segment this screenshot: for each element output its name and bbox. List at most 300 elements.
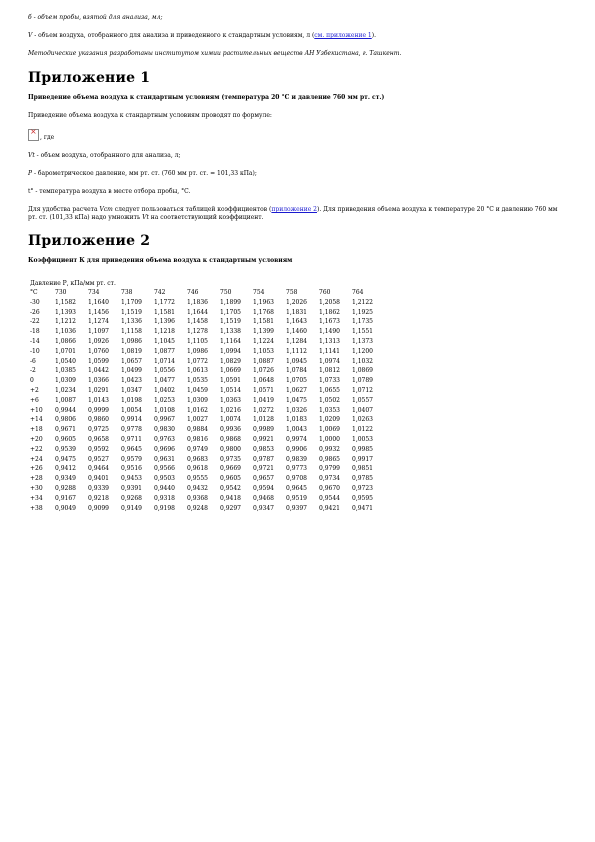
note-part-d: на соответствующий коэффициент.: [148, 214, 264, 221]
coefficient-cell: 0,9799: [319, 465, 340, 473]
coefficient-cell: 0,9723: [352, 484, 373, 492]
coefficient-cell: 0,9268: [121, 494, 142, 502]
coefficient-cell: 1,0087: [55, 396, 76, 404]
coefficient-cell: 0,9631: [154, 455, 175, 463]
coefficient-cell: 0,9657: [253, 475, 274, 483]
coefficient-cell: 1,0772: [187, 357, 208, 365]
coefficient-cell: 1,0309: [187, 396, 208, 404]
coefficient-cell: 0,9149: [121, 504, 142, 512]
formula-intro: Приведение объема воздуха к стандартным условиям проводят по формуле:: [28, 112, 272, 119]
coefficient-cell: 1,1519: [220, 318, 241, 326]
coefficient-cell: 1,1551: [352, 328, 373, 336]
coefficient-cell: 0,9906: [286, 445, 307, 453]
header-pressure: 730: [55, 289, 67, 296]
coefficient-cell: 1,1278: [187, 328, 208, 336]
coefficient-cell: 0,9914: [121, 416, 142, 424]
coefficient-cell: 1,0074: [220, 416, 241, 424]
coefficient-cell: 1,1581: [253, 318, 274, 326]
coefficient-cell: 1,1644: [187, 308, 208, 316]
row-temperature: -10: [30, 347, 40, 355]
coefficient-cell: 1,1456: [88, 308, 109, 316]
table-row: [30, 494, 385, 504]
coefficient-cell: 0,9999: [88, 406, 109, 414]
coefficient-cell: 0,9853: [253, 445, 274, 453]
note-vt-symbol: Vt: [142, 214, 149, 221]
coefficient-cell: 0,9725: [88, 426, 109, 434]
coefficient-cell: 0,9839: [286, 455, 307, 463]
coefficient-cell: 0,9471: [352, 504, 373, 512]
row-temperature: -30: [30, 298, 40, 306]
header-pressure: 764: [352, 289, 364, 296]
coefficient-cell: 1,1709: [121, 298, 142, 306]
coefficient-cell: 0,9696: [154, 445, 175, 453]
table-row: [30, 376, 385, 386]
coefficient-cell: 0,9658: [88, 435, 109, 443]
coefficient-cell: 0,9816: [187, 435, 208, 443]
coefficient-cell: 1,0347: [121, 386, 142, 394]
coefficient-cell: 1,1831: [286, 308, 307, 316]
vt-symbol: Vt: [28, 152, 35, 159]
coefficient-cell: 0,9865: [319, 455, 340, 463]
intro-v-symbol: V: [28, 32, 33, 39]
coefficient-cell: 0,9708: [286, 475, 307, 483]
coefficient-cell: 0,9800: [220, 445, 241, 453]
coefficient-cell: 1,1460: [286, 328, 307, 336]
table-row: [30, 415, 385, 425]
table-row: [30, 308, 385, 318]
coefficient-cell: 0,9167: [55, 494, 76, 502]
coefficient-cell: 0,9516: [121, 465, 142, 473]
coefficient-cell: 1,0419: [253, 396, 274, 404]
table-row: [30, 337, 385, 347]
coefficient-cell: 1,0986: [187, 347, 208, 355]
coefficient-cell: 1,0128: [253, 416, 274, 424]
coefficient-cell: 1,0655: [319, 386, 340, 394]
table-row: [30, 425, 385, 435]
coefficient-cell: 1,0209: [319, 416, 340, 424]
coefficient-cell: 1,0309: [55, 377, 76, 385]
note-part-b: следует пользоваться таблицей коэффициентов (: [112, 206, 272, 213]
row-temperature: -2: [30, 367, 36, 375]
coefficient-cell: 1,0198: [121, 396, 142, 404]
coefficient-cell: 1,1141: [319, 347, 340, 355]
coefficient-cell: 0,9974: [286, 435, 307, 443]
coefficient-cell: 0,9391: [121, 484, 142, 492]
coefficient-cell: 0,9542: [220, 484, 241, 492]
coefficient-cell: 0,9432: [187, 484, 208, 492]
coefficient-cell: 0,9288: [55, 484, 76, 492]
coefficient-cell: 1,1643: [286, 318, 307, 326]
coefficient-cell: 1,0216: [220, 406, 241, 414]
coefficient-cell: 0,9453: [121, 475, 142, 483]
coefficient-cell: 0,9749: [187, 445, 208, 453]
appendix-1-heading: Приложение 1: [28, 70, 151, 86]
coefficient-cell: 1,0514: [220, 386, 241, 394]
broken-image-icon: [28, 129, 39, 141]
coefficient-cell: 0,9248: [187, 504, 208, 512]
coefficient-cell: 0,9868: [220, 435, 241, 443]
coefficient-cell: 0,9985: [352, 445, 373, 453]
coefficient-cell: 1,0272: [253, 406, 274, 414]
coefficient-cell: 1,1032: [352, 357, 373, 365]
appendix-2-subtitle-text: Коэффициент К для приведения объема воздуха к стандартным условиям: [28, 257, 293, 264]
appendix-1-subtitle: [28, 94, 568, 102]
table-row: [30, 298, 385, 308]
coefficient-cell: 1,0477: [154, 377, 175, 385]
coefficient-cell: 1,1045: [154, 337, 175, 345]
coefficient-cell: 0,9440: [154, 484, 175, 492]
coefficient-cell: 1,1336: [121, 318, 142, 326]
coefficient-cell: 1,0499: [121, 367, 142, 375]
coefficient-cell: 0,9401: [88, 475, 109, 483]
coefficient-cell: 1,0613: [187, 367, 208, 375]
coefficient-cell: 0,9785: [352, 475, 373, 483]
coefficient-cell: 0,9049: [55, 504, 76, 512]
vt-text: - объем воздуха, отобранного для анализа, л;: [34, 152, 181, 159]
coefficient-cell: 1,0540: [55, 357, 76, 365]
coefficient-cell: 1,0926: [88, 337, 109, 345]
table-row: [30, 484, 385, 494]
coefficient-cell: 0,9566: [154, 465, 175, 473]
coefficient-cell: 1,0108: [154, 406, 175, 414]
coefficient-cell: 0,9860: [88, 416, 109, 424]
coefficient-cell: 1,0669: [220, 367, 241, 375]
intro-line-b: [28, 14, 568, 22]
row-temperature: -22: [30, 318, 40, 326]
row-temperature: 0: [30, 377, 34, 385]
intro-line-v: [28, 32, 568, 40]
row-temperature: -18: [30, 328, 40, 336]
coefficient-cell: 0,9418: [220, 494, 241, 502]
coefficient-cell: 1,0557: [352, 396, 373, 404]
coefficient-cell: 1,1640: [88, 298, 109, 306]
coefficient-cell: 0,9778: [121, 426, 142, 434]
coefficient-cell: 1,0714: [154, 357, 175, 365]
coefficient-cell: 1,0986: [121, 337, 142, 345]
coefficient-cell: 1,0556: [154, 367, 175, 375]
table-row: [30, 317, 385, 327]
coefficient-cell: 0,9721: [253, 465, 274, 473]
header-pressure: 750: [220, 289, 232, 296]
coefficient-cell: 0,9645: [121, 445, 142, 453]
coefficient-cell: 1,0571: [253, 386, 274, 394]
coefficient-cell: 1,0069: [319, 426, 340, 434]
coefficient-cell: 0,9605: [220, 475, 241, 483]
coefficient-cell: 1,1582: [55, 298, 76, 306]
coefficient-cell: 0,9884: [187, 426, 208, 434]
coefficient-cell: 0,9671: [55, 426, 76, 434]
row-temperature: +6: [30, 396, 39, 404]
table-row: [30, 327, 385, 337]
coefficient-cell: 0,9932: [319, 445, 340, 453]
row-temperature: +28: [30, 475, 43, 483]
row-temperature: -6: [30, 357, 36, 365]
coefficient-cell: 1,0234: [55, 386, 76, 394]
t-definition: t° - температура воздуха в месте отбора пробы, °С.: [28, 188, 191, 195]
coefficient-cell: 1,0535: [187, 377, 208, 385]
coefficient-cell: 1,0789: [352, 377, 373, 385]
coefficient-cell: 1,0054: [121, 406, 142, 414]
coefficient-cell: 1,1393: [55, 308, 76, 316]
coefficient-cell: 1,1284: [286, 337, 307, 345]
row-temperature: -26: [30, 308, 40, 316]
table-row: [30, 504, 385, 514]
appendix-2-heading: Приложение 2: [28, 233, 151, 249]
coefficient-cell: 1,0869: [352, 367, 373, 375]
coefficient-cell: 1,0162: [187, 406, 208, 414]
coefficient-cell: 1,1212: [55, 318, 76, 326]
coefficient-cell: 0,9967: [154, 416, 175, 424]
table-row: [30, 386, 385, 396]
coefficient-cell: 1,0648: [253, 377, 274, 385]
coefficient-cell: 0,9806: [55, 416, 76, 424]
coefficient-cell: 1,0974: [319, 357, 340, 365]
coefficient-cell: 0,9198: [154, 504, 175, 512]
table-row: [30, 366, 385, 376]
coefficient-cell: 1,0027: [187, 416, 208, 424]
coefficient-cell: 0,9579: [121, 455, 142, 463]
table-header-row: [30, 288, 385, 298]
coefficient-cell: 1,1673: [319, 318, 340, 326]
coefficient-cell: 0,9503: [154, 475, 175, 483]
coefficient-cell: 1,1768: [253, 308, 274, 316]
coefficient-cell: 1,1396: [154, 318, 175, 326]
header-pressure: 746: [187, 289, 199, 296]
coefficient-cell: 0,9527: [88, 455, 109, 463]
header-temperature: °С: [30, 289, 38, 296]
coefficient-cell: 0,9421: [319, 504, 340, 512]
coefficient-cell: 1,2026: [286, 298, 307, 306]
calculation-note: [28, 206, 568, 222]
coefficient-cell: 1,1200: [352, 347, 373, 355]
row-temperature: +24: [30, 455, 43, 463]
header-pressure: 734: [88, 289, 100, 296]
coefficient-cell: 0,9830: [154, 426, 175, 434]
coefficient-cell: 0,9773: [286, 465, 307, 473]
coefficient-cell: 1,1490: [319, 328, 340, 336]
coefficient-cell: 1,0366: [88, 377, 109, 385]
coefficient-cell: 0,9218: [88, 494, 109, 502]
coefficient-cell: 1,0657: [121, 357, 142, 365]
row-temperature: +38: [30, 504, 43, 512]
table-row: [30, 396, 385, 406]
coefficient-cell: 1,0705: [286, 377, 307, 385]
coefficient-cell: 1,0877: [154, 347, 175, 355]
coefficient-cell: 1,0353: [319, 406, 340, 414]
coefficient-cell: 1,1097: [88, 328, 109, 336]
coefficient-cell: 1,1105: [187, 337, 208, 345]
coefficient-cell: 1,0627: [286, 386, 307, 394]
coefficient-cell: 0,9368: [187, 494, 208, 502]
coefficient-cell: 1,0475: [286, 396, 307, 404]
coefficient-cell: 1,1218: [154, 328, 175, 336]
coefficient-cell: 0,9936: [220, 426, 241, 434]
coefficient-cell: 1,0994: [220, 347, 241, 355]
coefficient-cell: 1,0812: [319, 367, 340, 375]
coefficient-cell: 0,9670: [319, 484, 340, 492]
coefficient-cell: 0,9544: [319, 494, 340, 502]
row-temperature: +26: [30, 465, 43, 473]
coefficient-cell: 1,1925: [352, 308, 373, 316]
coefficient-cell: 1,0253: [154, 396, 175, 404]
coefficient-cell: 1,0459: [187, 386, 208, 394]
intro-v-end: ).: [371, 32, 376, 39]
coefficient-cell: 0,9297: [220, 504, 241, 512]
coefficient-cell: 1,0183: [286, 416, 307, 424]
intro-line-b-text: б - объем пробы, взятой для анализа, мл;: [28, 14, 163, 21]
coefficient-cell: 1,1053: [253, 347, 274, 355]
coefficient-cell: 0,9921: [253, 435, 274, 443]
vt-definition: [28, 152, 568, 160]
table-row: [30, 347, 385, 357]
table-row: [30, 435, 385, 445]
header-pressure: 758: [286, 289, 298, 296]
coefficient-cell: 1,1224: [253, 337, 274, 345]
coefficient-cell: 0,9519: [286, 494, 307, 502]
row-temperature: +14: [30, 416, 43, 424]
coefficient-cell: 0,9539: [55, 445, 76, 453]
coefficient-cell: 0,9763: [154, 435, 175, 443]
table-row: [30, 357, 385, 367]
row-temperature: +30: [30, 484, 43, 492]
coefficient-cell: 1,1519: [121, 308, 142, 316]
coefficient-cell: 1,0053: [352, 435, 373, 443]
row-temperature: -14: [30, 337, 40, 345]
coefficient-cell: 1,0701: [55, 347, 76, 355]
coefficient-cell: 0,9475: [55, 455, 76, 463]
coefficient-cell: 1,1313: [319, 337, 340, 345]
coefficient-cell: 1,0000: [319, 435, 340, 443]
coefficient-cell: 1,0866: [55, 337, 76, 345]
coefficient-cell: 1,1963: [253, 298, 274, 306]
note-vst-symbol: Vст: [99, 206, 113, 213]
coefficient-cell: 0,9618: [187, 465, 208, 473]
coefficient-cell: 1,0423: [121, 377, 142, 385]
coefficient-cell: 1,0733: [319, 377, 340, 385]
coefficient-cell: 1,2058: [319, 298, 340, 306]
coefficient-cell: 0,9669: [220, 465, 241, 473]
coefficient-cell: 0,9851: [352, 465, 373, 473]
coefficient-cell: 0,9787: [253, 455, 274, 463]
coefficient-cell: 1,1458: [187, 318, 208, 326]
intro-v-text: - объем воздуха, отобранного для анализа и приведенного к стандартным условиям, л (: [32, 32, 315, 39]
coefficient-cell: 1,1899: [220, 298, 241, 306]
header-pressure: 742: [154, 289, 166, 296]
p-text: - барометрическое давление, мм рт. ст. (760 мм рт. ст. = 101,33 кПа);: [32, 170, 257, 177]
coefficient-cell: 0,9464: [88, 465, 109, 473]
coefficient-cell: 1,0945: [286, 357, 307, 365]
table-row: [30, 464, 385, 474]
row-temperature: +34: [30, 494, 43, 502]
coefficient-cell: 1,0726: [253, 367, 274, 375]
table-row: [30, 474, 385, 484]
coefficient-cell: 1,0385: [55, 367, 76, 375]
table-row: [30, 406, 385, 416]
coefficient-cell: 0,9989: [253, 426, 274, 434]
coefficient-cell: 0,9645: [286, 484, 307, 492]
coefficient-cell: 0,9347: [253, 504, 274, 512]
coefficient-cell: 1,0712: [352, 386, 373, 394]
coefficient-table: [30, 288, 385, 513]
coefficient-cell: 0,9917: [352, 455, 373, 463]
table-row: [30, 455, 385, 465]
coefficient-cell: 0,9605: [55, 435, 76, 443]
coefficient-cell: 0,9734: [319, 475, 340, 483]
coefficient-cell: 0,9735: [220, 455, 241, 463]
coefficient-cell: 0,9099: [88, 504, 109, 512]
coefficient-cell: 1,1581: [154, 308, 175, 316]
coefficient-cell: 1,0887: [253, 357, 274, 365]
coefficient-cell: 1,0784: [286, 367, 307, 375]
row-temperature: +2: [30, 386, 39, 394]
coefficient-cell: 0,9412: [55, 465, 76, 473]
header-pressure: 760: [319, 289, 331, 296]
header-pressure: 754: [253, 289, 265, 296]
coefficient-cell: 1,0326: [286, 406, 307, 414]
coefficient-cell: 1,1399: [253, 328, 274, 336]
header-pressure: 738: [121, 289, 133, 296]
coefficient-cell: 0,9397: [286, 504, 307, 512]
coefficient-cell: 1,0263: [352, 416, 373, 424]
link-appendix-1[interactable]: см. приложение 1: [314, 32, 372, 39]
coefficient-cell: 1,1112: [286, 347, 307, 355]
note-part-a: Для удобства расчета: [28, 206, 100, 213]
coefficient-cell: 1,0819: [121, 347, 142, 355]
coefficient-cell: 1,0591: [220, 377, 241, 385]
table-row: [30, 445, 385, 455]
coefficient-cell: 1,0829: [220, 357, 241, 365]
coefficient-cell: 1,1036: [55, 328, 76, 336]
link-appendix-2[interactable]: приложение 2: [271, 206, 317, 213]
coefficient-cell: 0,9468: [253, 494, 274, 502]
coefficient-cell: 0,9683: [187, 455, 208, 463]
intro-source-text: Методические указания разработаны институтом химии растительных веществ АН Узбекистана, г. Ташкент.: [28, 50, 402, 57]
coefficient-cell: 1,0442: [88, 367, 109, 375]
coefficient-cell: 0,9592: [88, 445, 109, 453]
coefficient-cell: 1,1164: [220, 337, 241, 345]
coefficient-cell: 0,9555: [187, 475, 208, 483]
coefficient-cell: 1,0143: [88, 396, 109, 404]
coefficient-cell: 1,0122: [352, 426, 373, 434]
coefficient-cell: 1,1836: [187, 298, 208, 306]
appendix-2-subtitle: [28, 257, 568, 265]
coefficient-cell: 1,0043: [286, 426, 307, 434]
coefficient-cell: 1,1862: [319, 308, 340, 316]
appendix-1-subtitle-text: Приведение объема воздуха к стандартным условиям (температура 20 °С и давление 760 мм рт. ст.): [28, 94, 385, 101]
coefficient-cell: 1,0291: [88, 386, 109, 394]
coefficient-cell: 0,9944: [55, 406, 76, 414]
coefficient-cell: 1,1735: [352, 318, 373, 326]
table-caption: Давление Р, кПа/мм рт. ст.: [30, 280, 116, 287]
note-part-c: ). Для приведения объема воздуха к температуре 20 °С и давлению 760 мм рт. ст. (101,33 кПа) надо умножить: [28, 206, 558, 221]
p-symbol: P: [28, 170, 33, 177]
coefficient-cell: 1,0502: [319, 396, 340, 404]
row-temperature: +22: [30, 445, 43, 453]
coefficient-cell: 0,9318: [154, 494, 175, 502]
coefficient-cell: 0,9594: [253, 484, 274, 492]
coefficient-cell: 0,9595: [352, 494, 373, 502]
coefficient-cell: 1,1772: [154, 298, 175, 306]
coefficient-cell: 1,1158: [121, 328, 142, 336]
coefficient-cell: 1,1274: [88, 318, 109, 326]
coefficient-cell: 1,2122: [352, 298, 373, 306]
coefficient-cell: 1,0599: [88, 357, 109, 365]
p-definition: [28, 170, 568, 178]
coefficient-cell: 1,1705: [220, 308, 241, 316]
coefficient-cell: 1,0402: [154, 386, 175, 394]
coefficient-cell: 1,1373: [352, 337, 373, 345]
coefficient-cell: 0,9349: [55, 475, 76, 483]
